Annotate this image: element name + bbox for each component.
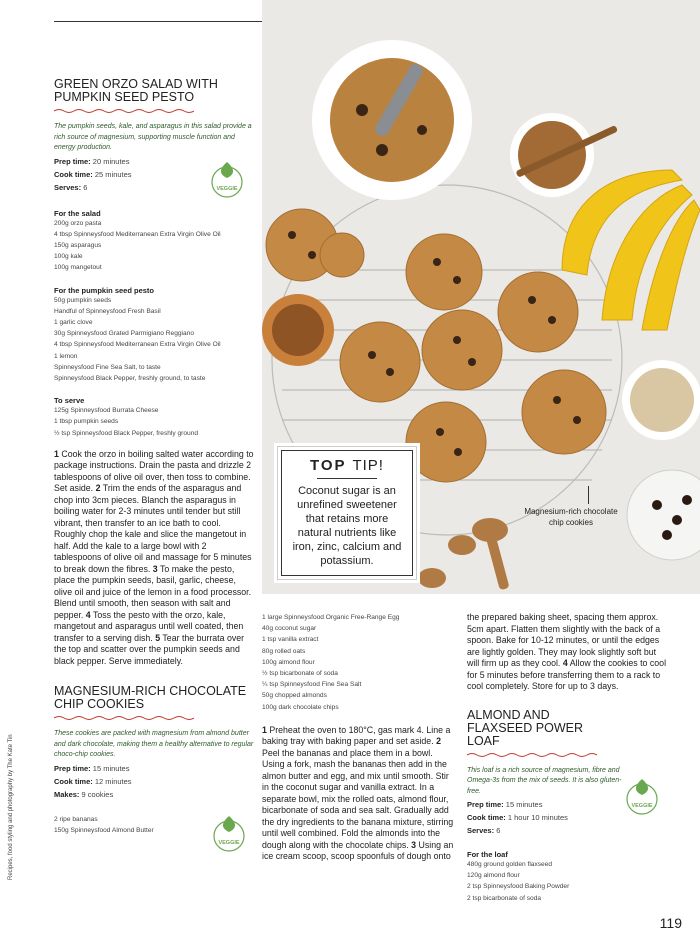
- photo-caption: Magnesium-rich chocolate chip cookies: [524, 507, 618, 527]
- ingredient: Spinneysfood Fine Sea Salt, to taste: [54, 363, 161, 371]
- prep-time: Prep time: 15 minutes: [54, 763, 130, 773]
- ingredient: ¼ tsp Spinneysfood Fine Sea Salt: [262, 681, 362, 689]
- ingredient: 80g rolled oats: [262, 647, 306, 655]
- ingredient-list: [467, 859, 667, 904]
- squiggle-divider: [54, 715, 194, 721]
- ingredients-heading: For the salad: [54, 208, 101, 218]
- ingredient: 100g mangetout: [54, 264, 102, 272]
- prep-time: Prep time: 20 minutes: [54, 156, 130, 166]
- top-tip-title: [290, 457, 404, 474]
- ingredient: 2 tsp bicarbonate of soda: [467, 894, 542, 902]
- ingredient: ½ tsp bicarbonate of soda: [262, 670, 338, 678]
- ingredient: 1 tbsp pumpkin seeds: [54, 418, 119, 426]
- ingredient: 50g chopped almonds: [262, 692, 327, 700]
- ingredient: 125g Spinneysfood Burrata Cheese: [54, 407, 159, 415]
- prep-time: Prep time: 15 minutes: [467, 800, 543, 809]
- batter-bowl: [312, 40, 472, 200]
- recipe-intro: The pumpkin seeds, kale, and asparagus in this salad provide a rich source of magnesium, supporting muscle function and energy production.: [54, 123, 252, 151]
- ingredient-list: [54, 405, 254, 439]
- ingredient: Handful of Spinneysfood Fresh Basil: [54, 307, 161, 315]
- recipe-intro: These cookies are packed with magnesium from almond butter and dark chocolate, making them a healthy alternative to regular choco-chip cookies.: [54, 730, 254, 759]
- ingredient: 30g Spinneysfood Grated Parmigiano Reggiano: [54, 330, 195, 338]
- ingredient: 200g orzo pasta: [54, 219, 102, 227]
- ingredient: Spinneysfood Black Pepper, freshly ground, to taste: [54, 374, 206, 382]
- ingredient: 4 tbsp Spinneysfood Mediterranean Extra Virgin Olive Oil: [54, 341, 221, 349]
- veggie-badge-icon: [210, 158, 244, 198]
- ingredient: 1 tsp vanilla extract: [262, 636, 319, 644]
- cook-time: Cook time: 12 minutes: [54, 776, 132, 786]
- ingredient: 100g almond flour: [262, 658, 315, 666]
- ingredient: 1 large Spinneysfood Organic Free-Range Egg: [262, 614, 400, 621]
- photo-credit: Recipes, food styling and photography by The Kate Tin: [8, 734, 14, 880]
- ingredient: 2 tsp Spinneysfood Baking Powder: [467, 883, 570, 891]
- ingredient: 480g ground golden flaxseed: [467, 861, 553, 868]
- ingredient: 50g pumpkin seeds: [54, 296, 112, 304]
- squiggle-divider: [467, 752, 597, 758]
- page-number: 119: [659, 915, 682, 931]
- almond-butter-jar: [262, 294, 334, 366]
- ingredient: ½ tsp Spinneysfood Black Pepper, freshly ground: [54, 429, 199, 437]
- ingredient: 120g almond flour: [467, 872, 520, 880]
- cook-time: Cook time: 25 minutes: [54, 169, 132, 179]
- serves: Serves: 6: [467, 826, 501, 835]
- ingredient-list: [54, 218, 254, 274]
- recipe-title: ALMOND AND FLAXSEED POWER LOAF: [467, 707, 583, 748]
- top-tip-title-a: TOP: [310, 457, 347, 474]
- cook-time: Cook time: 1 hour 10 minutes: [467, 813, 568, 822]
- top-tip-title-b: TIP!: [352, 457, 384, 474]
- cookies-continued: [262, 612, 454, 863]
- ingredient: 4 tbsp Spinneysfood Mediterranean Extra Virgin Olive Oil: [54, 230, 221, 238]
- ingredients-heading: For the pumpkin seed pesto: [54, 285, 155, 295]
- caption-leader-line: [588, 486, 589, 504]
- oats-bowl: [622, 360, 700, 440]
- ingredient: 40g coconut sugar: [262, 625, 317, 633]
- ingredient-list: [54, 295, 254, 385]
- ingredients-heading: For the loaf: [467, 850, 508, 859]
- ingredient: 150g Spinneysfood Almond Butter: [54, 826, 154, 834]
- top-tip-text: Coconut sugar is an unrefined sweetener that retains more natural nutrients like iron, zinc, calcium and potassium.: [292, 485, 402, 567]
- top-tip-divider: [317, 478, 377, 479]
- method-text: the prepared baking sheet, spacing them approx. 5cm apart. Flatten them slightly with the back of a spoon. Bake for 10-12 minutes, or until the edges are lightly golden. They may look slightly soft but will firm up as they cool. 4 Allow the cookies to cool for 5 minutes before transferring them to a rack to cool completely. Store for up to 3 days.: [467, 612, 667, 691]
- top-tip-box: [277, 446, 417, 580]
- serves: Serves: 6: [54, 182, 88, 192]
- veggie-badge-icon: [212, 812, 246, 852]
- ingredient: 1 garlic clove: [54, 318, 93, 326]
- ingredients-heading: To serve: [54, 396, 85, 406]
- svg-text:VEGGIE: VEGGIE: [216, 186, 238, 192]
- ingredient-list: [262, 612, 454, 713]
- right-column: [467, 612, 667, 904]
- svg-text:VEGGIE: VEGGIE: [218, 840, 240, 846]
- top-tip-frame: [281, 450, 413, 576]
- makes: Makes: 9 cookies: [54, 789, 114, 799]
- recipe-title: MAGNESIUM-RICH CHOCOLATE CHIP COOKIES: [54, 684, 247, 712]
- recipe-title: GREEN ORZO SALAD WITH PUMPKIN SEED PESTO: [54, 77, 218, 104]
- recipe-intro: This loaf is a rich source of magnesium, fibre and Omega-3s from the mix of seeds. It is also gluten-free.: [467, 766, 622, 795]
- ingredient: 100g dark chocolate chips: [262, 703, 339, 711]
- ingredient: 1 lemon: [54, 352, 78, 360]
- ingredient: 150g asparagus: [54, 241, 102, 249]
- ingredient: 2 ripe bananas: [54, 815, 98, 823]
- squiggle-divider: [54, 108, 194, 114]
- method-text: 1 Cook the orzo in boiling salted water according to package instructions. Drain the pasta and drizzle 2 tablespoons of olive oil over, then toss to combine. Set aside. 2 Trim the ends of the asparagus and chop into 3cm pieces. Blanch the asparagus in boiling water for 2-3 minutes until tender but still vibrant, then transfer to an ice bath to cool. Roughly chop the kale and slice the mangetout in half. Add the kale to a large bowl with 2 tablespoons of olive oil and massage for 5 minutes to break down the fibres. 3 To make the pesto, place the pumpkin seeds, basil, garlic, cheese, olive oil and juice of the lemon in a food processor. Blend until smooth, then season with salt and pepper. 4 Toss the pesto with the orzo, kale, mangetout and asparagus until well coated, then transfer to a serving dish. 5 Tear the burrata over the top and scatter over the pumpkin seeds and black pepper. Serve immediately.: [54, 448, 254, 666]
- method-text: 1 Preheat the oven to 180°C, gas mark 4. Line a baking tray with baking paper and set aside. 2 Peel the bananas and place them in a bowl. Using a fork, mash the bananas then add in the almon butter and egg, and mix until smooth. Stir in the coconut sugar and vanilla extract. In a separate bowl, mix the rolled oats, almond flour, bicarbonate of soda and sea salt. Gradually add the dry ingredients to the banana mixture, stirring until well combined. Fold the almonds into the dough along with the chocolate chips. 3 Using an ice cream scoop, scoop spoonfuls of dough onto: [262, 724, 454, 862]
- ingredient: 100g kale: [54, 253, 83, 261]
- svg-text:VEGGIE: VEGGIE: [631, 803, 653, 809]
